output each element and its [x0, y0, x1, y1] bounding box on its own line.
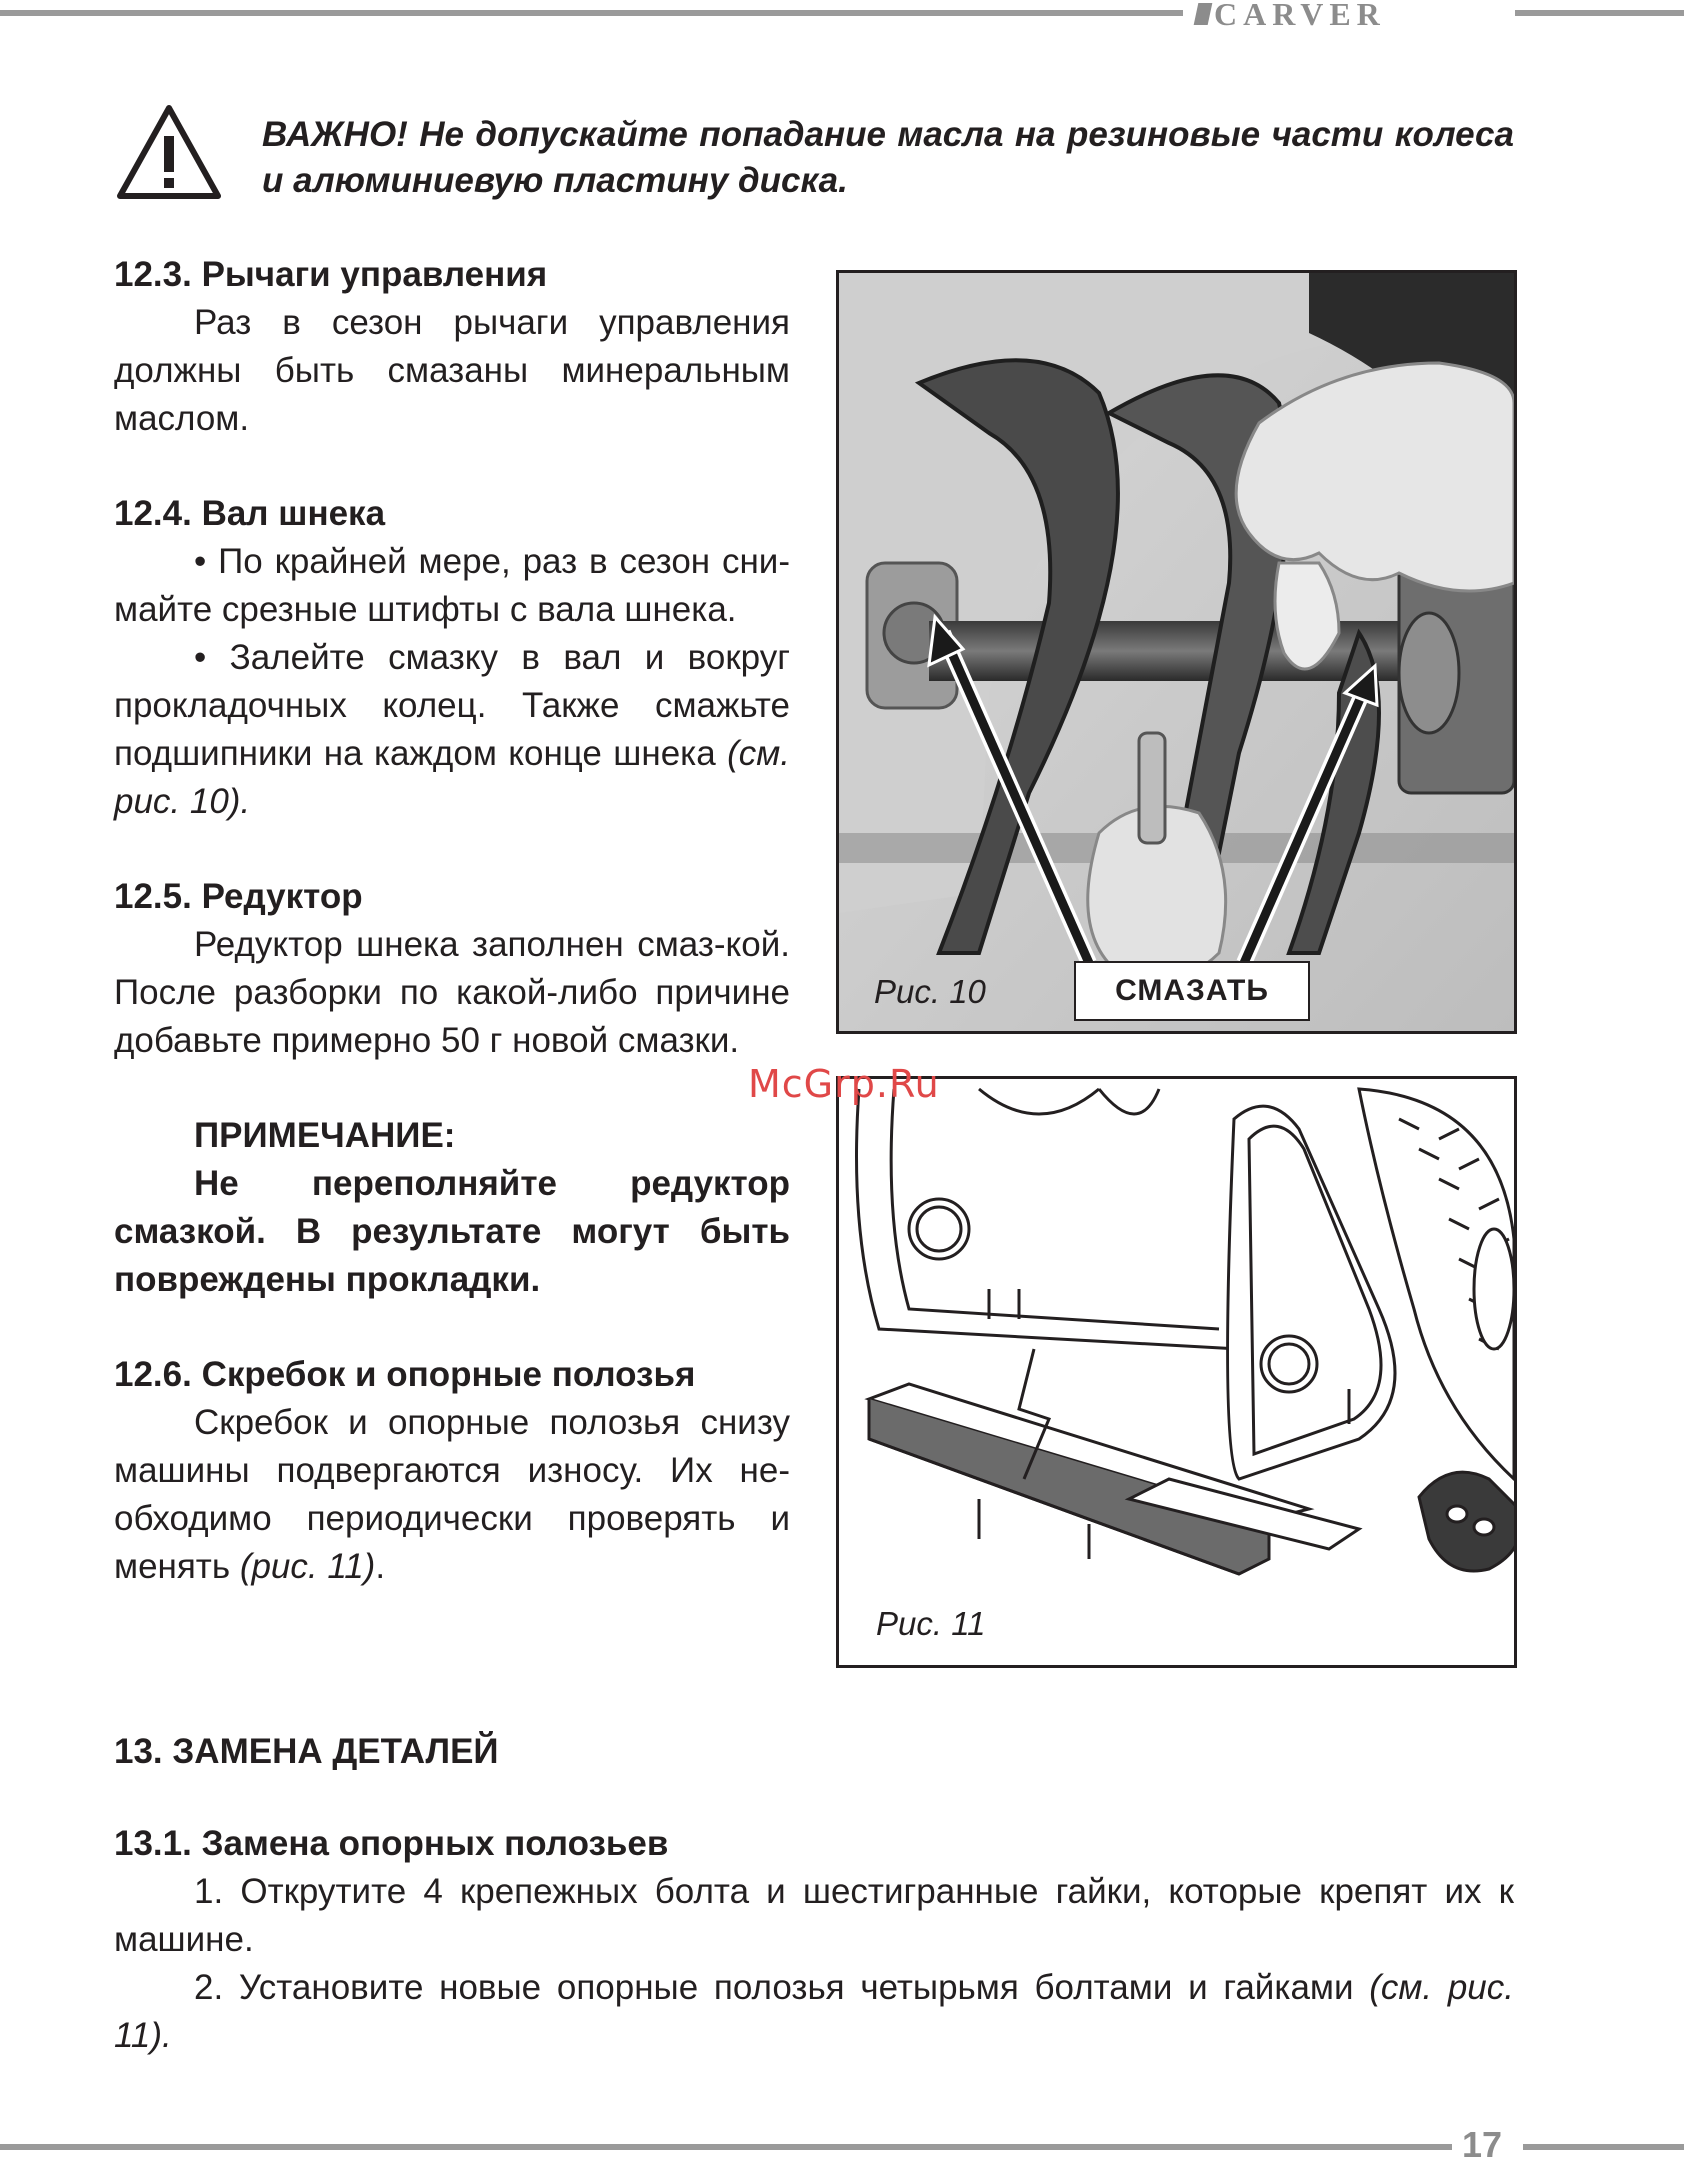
section-12-6-text-body: Скребок и опорные полозья снизу машины подвергаются износу. Их не-обходимо периодически проверять и менять — [114, 1403, 790, 1586]
brand-name: CARVER — [1214, 0, 1386, 32]
section-12-4-text-1: • По крайней мере, раз в сезон сни-майте срезные штифты с вала шнека. — [114, 542, 790, 629]
figure-10-caption: Рис. 10 — [874, 973, 986, 1010]
header-rule-right — [1515, 10, 1684, 16]
section-12-3-text: Раз в сезон рычаги управления должны быть смазаны минеральным маслом. — [114, 303, 790, 438]
section-title-12-4: 12.4. Вал шнека — [114, 494, 386, 533]
page-number: 17 — [1462, 2124, 1503, 2165]
fig-ref-11b: (см. рис. 11). — [114, 1968, 1514, 2055]
section-title-12-3: 12.3. Рычаги управления — [114, 255, 548, 294]
warning-triangle-icon — [114, 102, 224, 202]
figure-11-caption: Рис. 11 — [876, 1605, 986, 1642]
section-title-12-5: 12.5. Редуктор — [114, 877, 363, 916]
section-13-1-text-1: 1. Открутите 4 крепежных болта и шестигранные гайки, которые крепят их к машине. — [114, 1872, 1514, 1959]
auger-photo-image — [839, 273, 1514, 1031]
header-rule-left — [0, 10, 1183, 16]
figure-10 — [836, 270, 1517, 1034]
lubricate-label: СМАЗАТЬ — [1074, 961, 1310, 1021]
text-column — [114, 251, 790, 1591]
watermark: McGrp.Ru — [748, 1062, 940, 1106]
section-13-1-text-2 — [114, 1964, 1514, 2060]
section-12-5-text: Редуктор шнека заполнен смаз-кой. После разборки по какой-либо причине добавьте примерно 50 г новой смазки. — [114, 925, 790, 1060]
section-title-12-6: 12.6. Скребок и опорные полозья — [114, 1355, 696, 1394]
section-13-1-text-2-body: 2. Установите новые опорные полозья четырьмя болтами и гайками — [194, 1968, 1354, 2007]
section-12-4-text-2-body: • Залейте смазку в вал и вокруг прокладочных колец. Также смажьте подшипники на каждом конце шнека — [114, 638, 790, 773]
section-12-6-text — [114, 1399, 790, 1591]
section-13 — [114, 1728, 1514, 2060]
figure-11 — [836, 1076, 1517, 1668]
fig-ref-11: (рис. 11) — [239, 1547, 376, 1586]
section-title-13-1: 13.1. Замена опорных полозьев — [114, 1824, 669, 1863]
warning-text: ВАЖНО! Не допускайте попадание масла на резиновые части колеса и алюминиевую пластину диска. — [262, 115, 1514, 200]
skid-shoe-drawing-image — [839, 1079, 1514, 1665]
footer-rule-left — [0, 2144, 1452, 2150]
section-12-4-text-2 — [114, 634, 790, 826]
note-text: Не переполняйте редуктор смазкой. В результате могут быть повреждены прокладки. — [114, 1164, 790, 1299]
brand-logo — [1196, 0, 1386, 30]
fig-ref-10: (см. рис. 10). — [114, 734, 790, 821]
section-title-13: 13. ЗАМЕНА ДЕТАЛЕЙ — [114, 1732, 499, 1771]
logo-mark-icon — [1194, 3, 1213, 25]
note-title: ПРИМЕЧАНИЕ: — [194, 1116, 456, 1155]
section-12-6-text-end: . — [375, 1547, 386, 1586]
footer-rule-right — [1523, 2144, 1684, 2150]
